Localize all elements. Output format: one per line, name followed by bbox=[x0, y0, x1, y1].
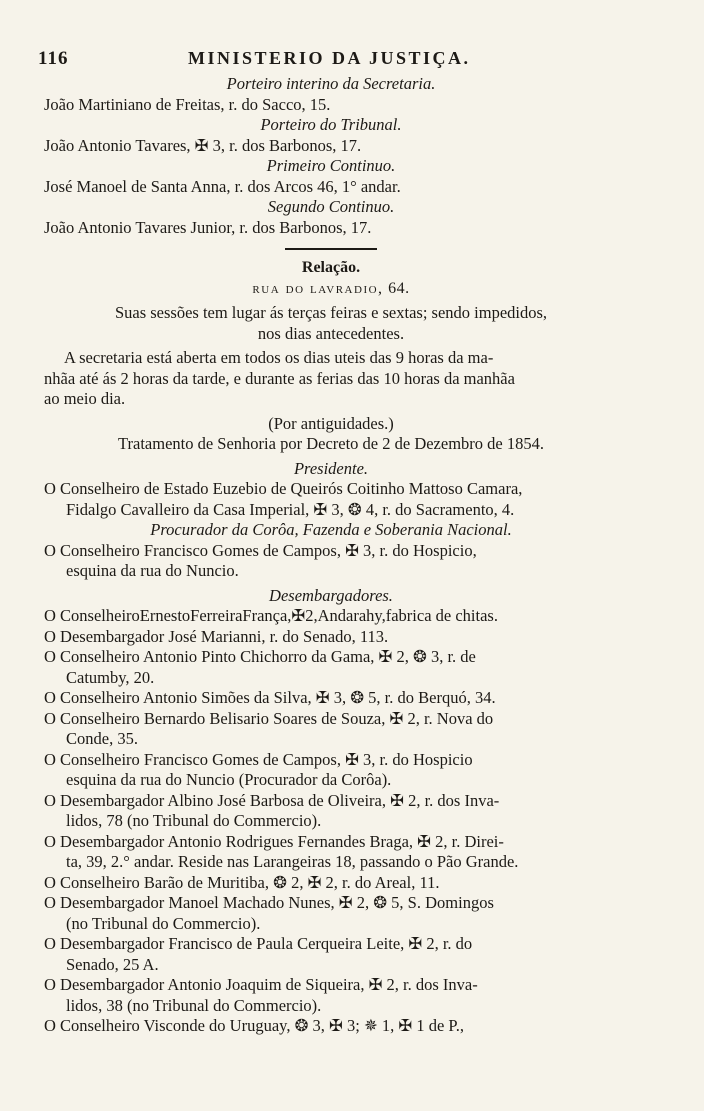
list-item bbox=[44, 606, 618, 627]
secretaria-hours-2: nhãa até ás 2 horas da tarde, e durante as ferias das 10 horas da manhãa bbox=[44, 368, 515, 388]
entry-line-2: (no Tribunal do Commercio). bbox=[66, 913, 261, 933]
secretaria-hours-3: ao meio dia. bbox=[44, 389, 126, 408]
list-item bbox=[44, 647, 618, 688]
entry-line-2: Catumby, 20. bbox=[66, 667, 155, 687]
entry-line-1: O Conselheiro Antonio Pinto Chichorro da Gama, ✠ 2, ❂ 3, r. de bbox=[44, 647, 476, 666]
list-item bbox=[44, 627, 618, 648]
section-address bbox=[44, 279, 618, 300]
entry-line-1: O Desembargador José Marianni, r. do Senado, 113. bbox=[44, 626, 389, 646]
entry-porteiro-tribunal: João Antonio Tavares, ✠ 3, r. dos Barbonos, 17. bbox=[44, 135, 362, 155]
list-item bbox=[44, 934, 618, 975]
list-item bbox=[44, 791, 618, 832]
entry-line-1: O Conselheiro Francisco Gomes de Campos, ✠ 3, r. do Hospicio bbox=[44, 749, 473, 769]
entry-line-2: lidos, 38 (no Tribunal do Commercio). bbox=[66, 995, 322, 1015]
entry-line-2: ta, 39, 2.° andar. Reside nas Larangeiras 18, passando o Pão Grande. bbox=[66, 852, 519, 871]
entry-line-1: O Conselheiro Visconde do Uruguay, ❂ 3, ✠ 3; ✵ 1, ✠ 1 de P., bbox=[44, 1016, 465, 1035]
page-body bbox=[44, 74, 618, 1037]
entry-line-2: Senado, 25 A. bbox=[66, 954, 159, 974]
address-street: rua do lavradio, bbox=[252, 279, 384, 297]
list-item bbox=[44, 1016, 618, 1037]
page-number: 116 bbox=[38, 48, 69, 69]
role-porteiro-secretaria: Porteiro interino da Secretaria. bbox=[226, 74, 436, 93]
entry-line-1: O Desembargador Albino José Barbosa de Oliveira, ✠ 2, r. dos Inva- bbox=[44, 790, 500, 810]
section-heading: Relação. bbox=[301, 259, 361, 276]
entry-porteiro-secretaria: João Martiniano de Freitas, r. do Sacco, 15. bbox=[44, 94, 331, 114]
presidente-line-2: Fidalgo Cavalleiro da Casa Imperial, ✠ 3, ❂ 4, r. do Sacramento, 4. bbox=[66, 499, 515, 519]
list-item bbox=[44, 893, 618, 934]
desembargadores-label: Desembargadores. bbox=[269, 585, 393, 605]
entry-line-1: O Desembargador Manoel Machado Nunes, ✠ 2, ❂ 5, S. Domingos bbox=[44, 893, 494, 912]
page-header bbox=[38, 48, 644, 72]
entry-line-1: O Conselheiro Barão de Muritiba, ❂ 2, ✠ 2, r. do Areal, 11. bbox=[44, 872, 440, 892]
list-item bbox=[44, 709, 618, 750]
presidente-label: Presidente. bbox=[293, 458, 369, 478]
entry-segundo-continuo: João Antonio Tavares Junior, r. dos Barbonos, 17. bbox=[44, 217, 372, 237]
sessions-line-1: Suas sessões tem lugar ás terças feiras e sextas; sendo impedidos, bbox=[114, 303, 548, 322]
presidente-line-1: O Conselheiro de Estado Euzebio de Queirós Coitinho Mattoso Camara, bbox=[44, 479, 523, 498]
list-item bbox=[44, 975, 618, 1016]
entry-line-2: esquina da rua do Nuncio (Procurador da Corôa). bbox=[66, 770, 392, 789]
section-divider bbox=[285, 248, 377, 250]
entry-line-1: O Desembargador Antonio Rodrigues Fernandes Braga, ✠ 2, r. Direi- bbox=[44, 831, 504, 851]
entry-line-1: O Conselheiro Antonio Simões da Silva, ✠ 3, ❂ 5, r. do Berquó, 34. bbox=[44, 688, 496, 707]
secretaria-hours-1: A secretaria está aberta em todos os dias uteis das 9 horas da ma- bbox=[64, 348, 494, 367]
entry-primeiro-continuo: José Manoel de Santa Anna, r. dos Arcos 46, 1° andar. bbox=[44, 176, 401, 196]
address-number: 64. bbox=[388, 279, 410, 297]
procurador-line-1: O Conselheiro Francisco Gomes de Campos, ✠ 3, r. do Hospicio, bbox=[44, 540, 477, 560]
sessions-line-2: nos dias antecedentes. bbox=[257, 323, 405, 343]
list-item bbox=[44, 750, 618, 791]
entry-line-2: Conde, 35. bbox=[66, 729, 138, 748]
entry-line-1: O Desembargador Francisco de Paula Cerqueira Leite, ✠ 2, r. do bbox=[44, 934, 473, 953]
role-segundo-continuo: Segundo Continuo. bbox=[267, 197, 395, 216]
running-title: MINISTERIO DA JUSTIÇA. bbox=[188, 48, 471, 68]
entry-line-2: lidos, 78 (no Tribunal do Commercio). bbox=[66, 811, 322, 830]
role-primeiro-continuo: Primeiro Continuo. bbox=[266, 156, 396, 175]
por-antiguidades: (Por antiguidades.) bbox=[268, 413, 394, 433]
entry-line-1: O Desembargador Antonio Joaquim de Siqueira, ✠ 2, r. dos Inva- bbox=[44, 975, 478, 994]
tratamento-line: Tratamento de Senhoria por Decreto de 2 de Dezembro de 1854. bbox=[118, 434, 544, 453]
list-item bbox=[44, 873, 618, 894]
entry-line-1: O Conselheiro Bernardo Belisario Soares de Souza, ✠ 2, r. Nova do bbox=[44, 708, 494, 728]
role-porteiro-tribunal: Porteiro do Tribunal. bbox=[260, 115, 402, 134]
list-item bbox=[44, 688, 618, 709]
procurador-label: Procurador da Corôa, Fazenda e Soberania Nacional. bbox=[150, 520, 512, 539]
desembargadores-list bbox=[44, 606, 618, 1037]
entry-line-1: O ConselheiroErnestoFerreiraFrança,✠2,Andarahy,fabrica de chitas. bbox=[44, 606, 498, 625]
procurador-line-2: esquina da rua do Nuncio. bbox=[66, 561, 239, 580]
list-item bbox=[44, 832, 618, 873]
